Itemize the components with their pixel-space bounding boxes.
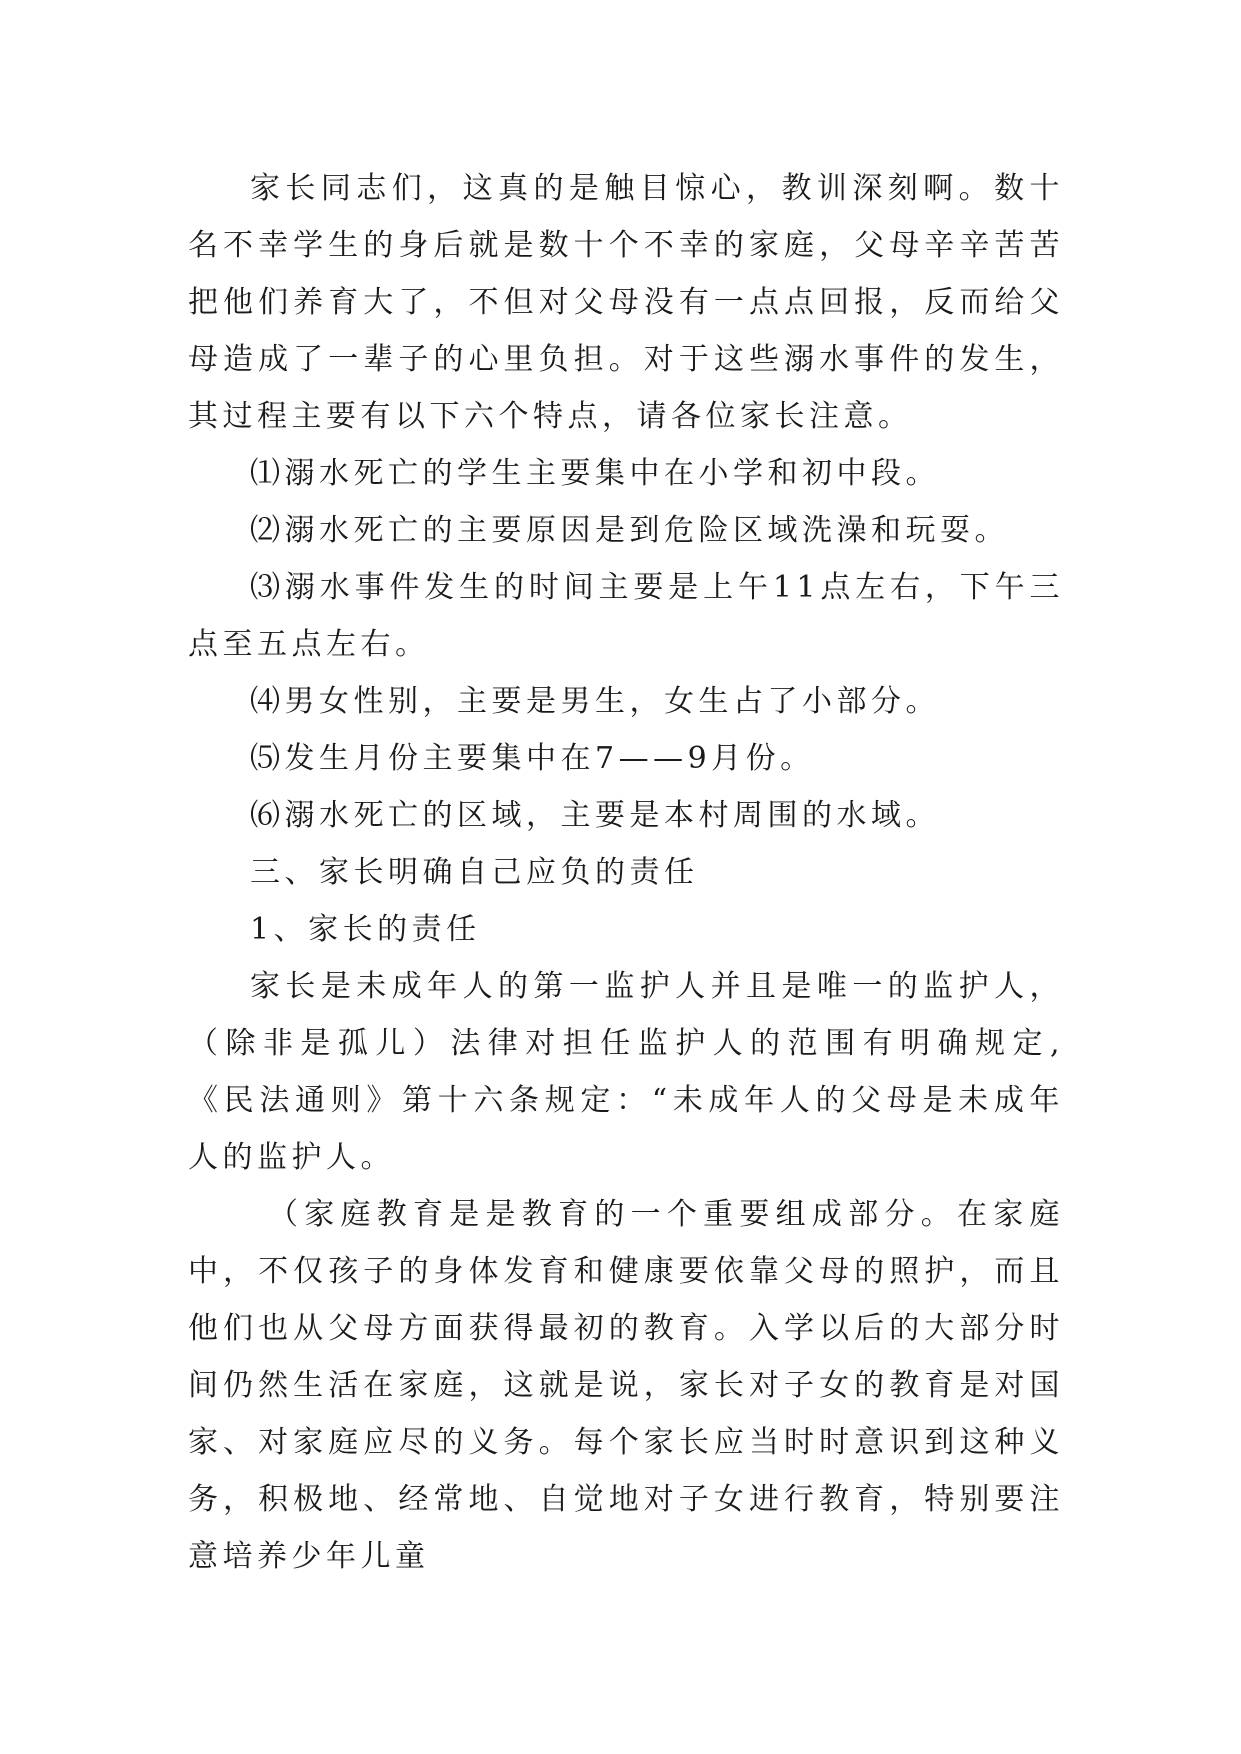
list-item-point-3: ⑶溺水事件发生的时间主要是上午11点左右，下午三点至五点左右。 xyxy=(188,570,1064,662)
paragraph-family-education: （家庭教育是是教育的一个重要组成部分。在家庭中，不仅孩子的身体发育和健康要依靠父母的照护，而且他们也从父母方面获得最初的教育。入学以后的大部分时间仍然生活在家庭，这就是说，家长对子女的教育是对国家、对家庭应尽的义务。每个家长应当时时意识到这种义务，积极地、经常地、自觉地对子女进行教育，特别要注意培养少年儿童 xyxy=(188,1197,1064,1574)
list-item-point-2: ⑵溺水死亡的主要原因是到危险区域洗澡和玩耍。 xyxy=(250,513,1009,548)
subsection-heading-parent-duty: 1、家长的责任 xyxy=(250,912,481,947)
list-item-point-1: ⑴溺水死亡的学生主要集中在小学和初中段。 xyxy=(250,456,940,491)
section-heading-parent-responsibility: 三、家长明确自己应负的责任 xyxy=(250,855,699,890)
paragraph-guardian-law: 家长是未成年人的第一监护人并且是唯一的监护人，（除非是孤儿）法律对担任监护人的范围有明确规定,《民法通则》第十六条规定：“未成年人的父母是未成年人的监护人。 xyxy=(188,969,1064,1175)
list-item-point-5: ⑸发生月份主要集中在7——9月份。 xyxy=(250,741,815,776)
paragraph-drowning-lesson: 家长同志们，这真的是触目惊心，教训深刻啊。数十名不幸学生的身后就是数十个不幸的家庭，父母辛辛苦苦把他们养育大了，不但对父母没有一点点回报，反而给父母造成了一辈子的心里负担。对于这些溺水事件的发生，其过程主要有以下六个特点，请各位家长注意。 xyxy=(188,171,1064,434)
list-item-point-6: ⑹溺水死亡的区域，主要是本村周围的水域。 xyxy=(250,798,940,833)
document-body xyxy=(188,160,1064,1585)
list-item-point-4: ⑷男女性别，主要是男生，女生占了小部分。 xyxy=(250,684,940,719)
